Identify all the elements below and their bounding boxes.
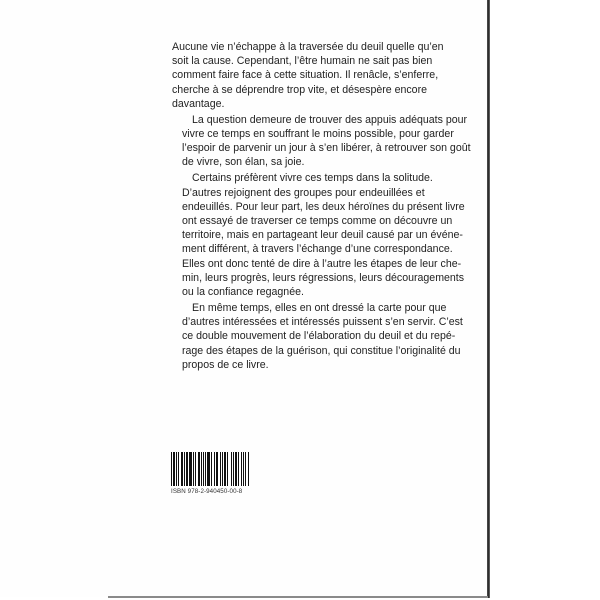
text-line: cherche à se déprendre trop vite, et désespère encore <box>172 83 427 96</box>
text-line: Elles ont donc tenté de dire à l’autre les étapes de leur che- <box>182 257 462 270</box>
blurb-text <box>172 40 471 374</box>
paragraph-1 <box>172 40 444 111</box>
text-line: En même temps, elles en ont dressé la carte pour que <box>192 302 447 315</box>
text-line: Certains préfèrent vivre ces temps dans la solitude. <box>192 172 433 185</box>
text-line: davantage. <box>172 97 225 110</box>
text-line: comment faire face à cette situation. Il renâcle, s’enferre, <box>172 69 439 82</box>
text-line: propos de ce livre. <box>182 358 269 371</box>
text-line: soit la cause. Cependant, l’être humain ne sait pas bien <box>172 55 433 68</box>
text-line: ou la confiance regagnée. <box>182 286 304 299</box>
text-line: min, leurs progrès, leurs régressions, leurs découragements <box>182 271 465 284</box>
text-line: d’autres intéressées et intéressés puissent s’en servir. C’est <box>182 316 463 329</box>
text-line: territoire, mais en partageant leur deuil causé par un événe- <box>182 229 463 242</box>
text-line: rage des étapes de la guérison, qui constitue l’originalité du <box>182 344 461 357</box>
text-line: ont essayé de traverser ce temps comme on découvre un <box>182 215 453 228</box>
text-line: ment différent, à travers l’échange d’une correspondance. <box>182 243 453 256</box>
text-line: vivre ce temps en souffrant le moins possible, pour garder <box>182 128 454 141</box>
text-line: de vivre, son élan, sa joie. <box>182 156 305 169</box>
paragraph-3 <box>172 171 465 299</box>
paragraph-4 <box>172 301 463 372</box>
cover-bottom-edge <box>108 596 488 598</box>
text-line: D’autres rejoignent des groupes pour endeuillées et <box>182 186 425 199</box>
cover-right-edge <box>487 0 490 598</box>
text-line: La question demeure de trouver des appuis adéquats pour <box>192 113 468 126</box>
text-line: endeuillés. Pour leur part, les deux héroïnes du présent livre <box>182 200 465 213</box>
isbn-label: ISBN 978-2-940450-00-8 <box>171 488 243 495</box>
paragraph-2 <box>172 113 471 170</box>
text-line: ce double mouvement de l’élaboration du deuil et du repé- <box>182 330 456 343</box>
text-line: Aucune vie n’échappe à la traversée du deuil quelle qu’en <box>172 41 444 53</box>
text-line: l’espoir de parvenir un jour à s’en libérer, à retrouver son goût <box>182 142 471 155</box>
barcode-bar <box>249 452 250 486</box>
isbn-barcode <box>171 452 251 486</box>
